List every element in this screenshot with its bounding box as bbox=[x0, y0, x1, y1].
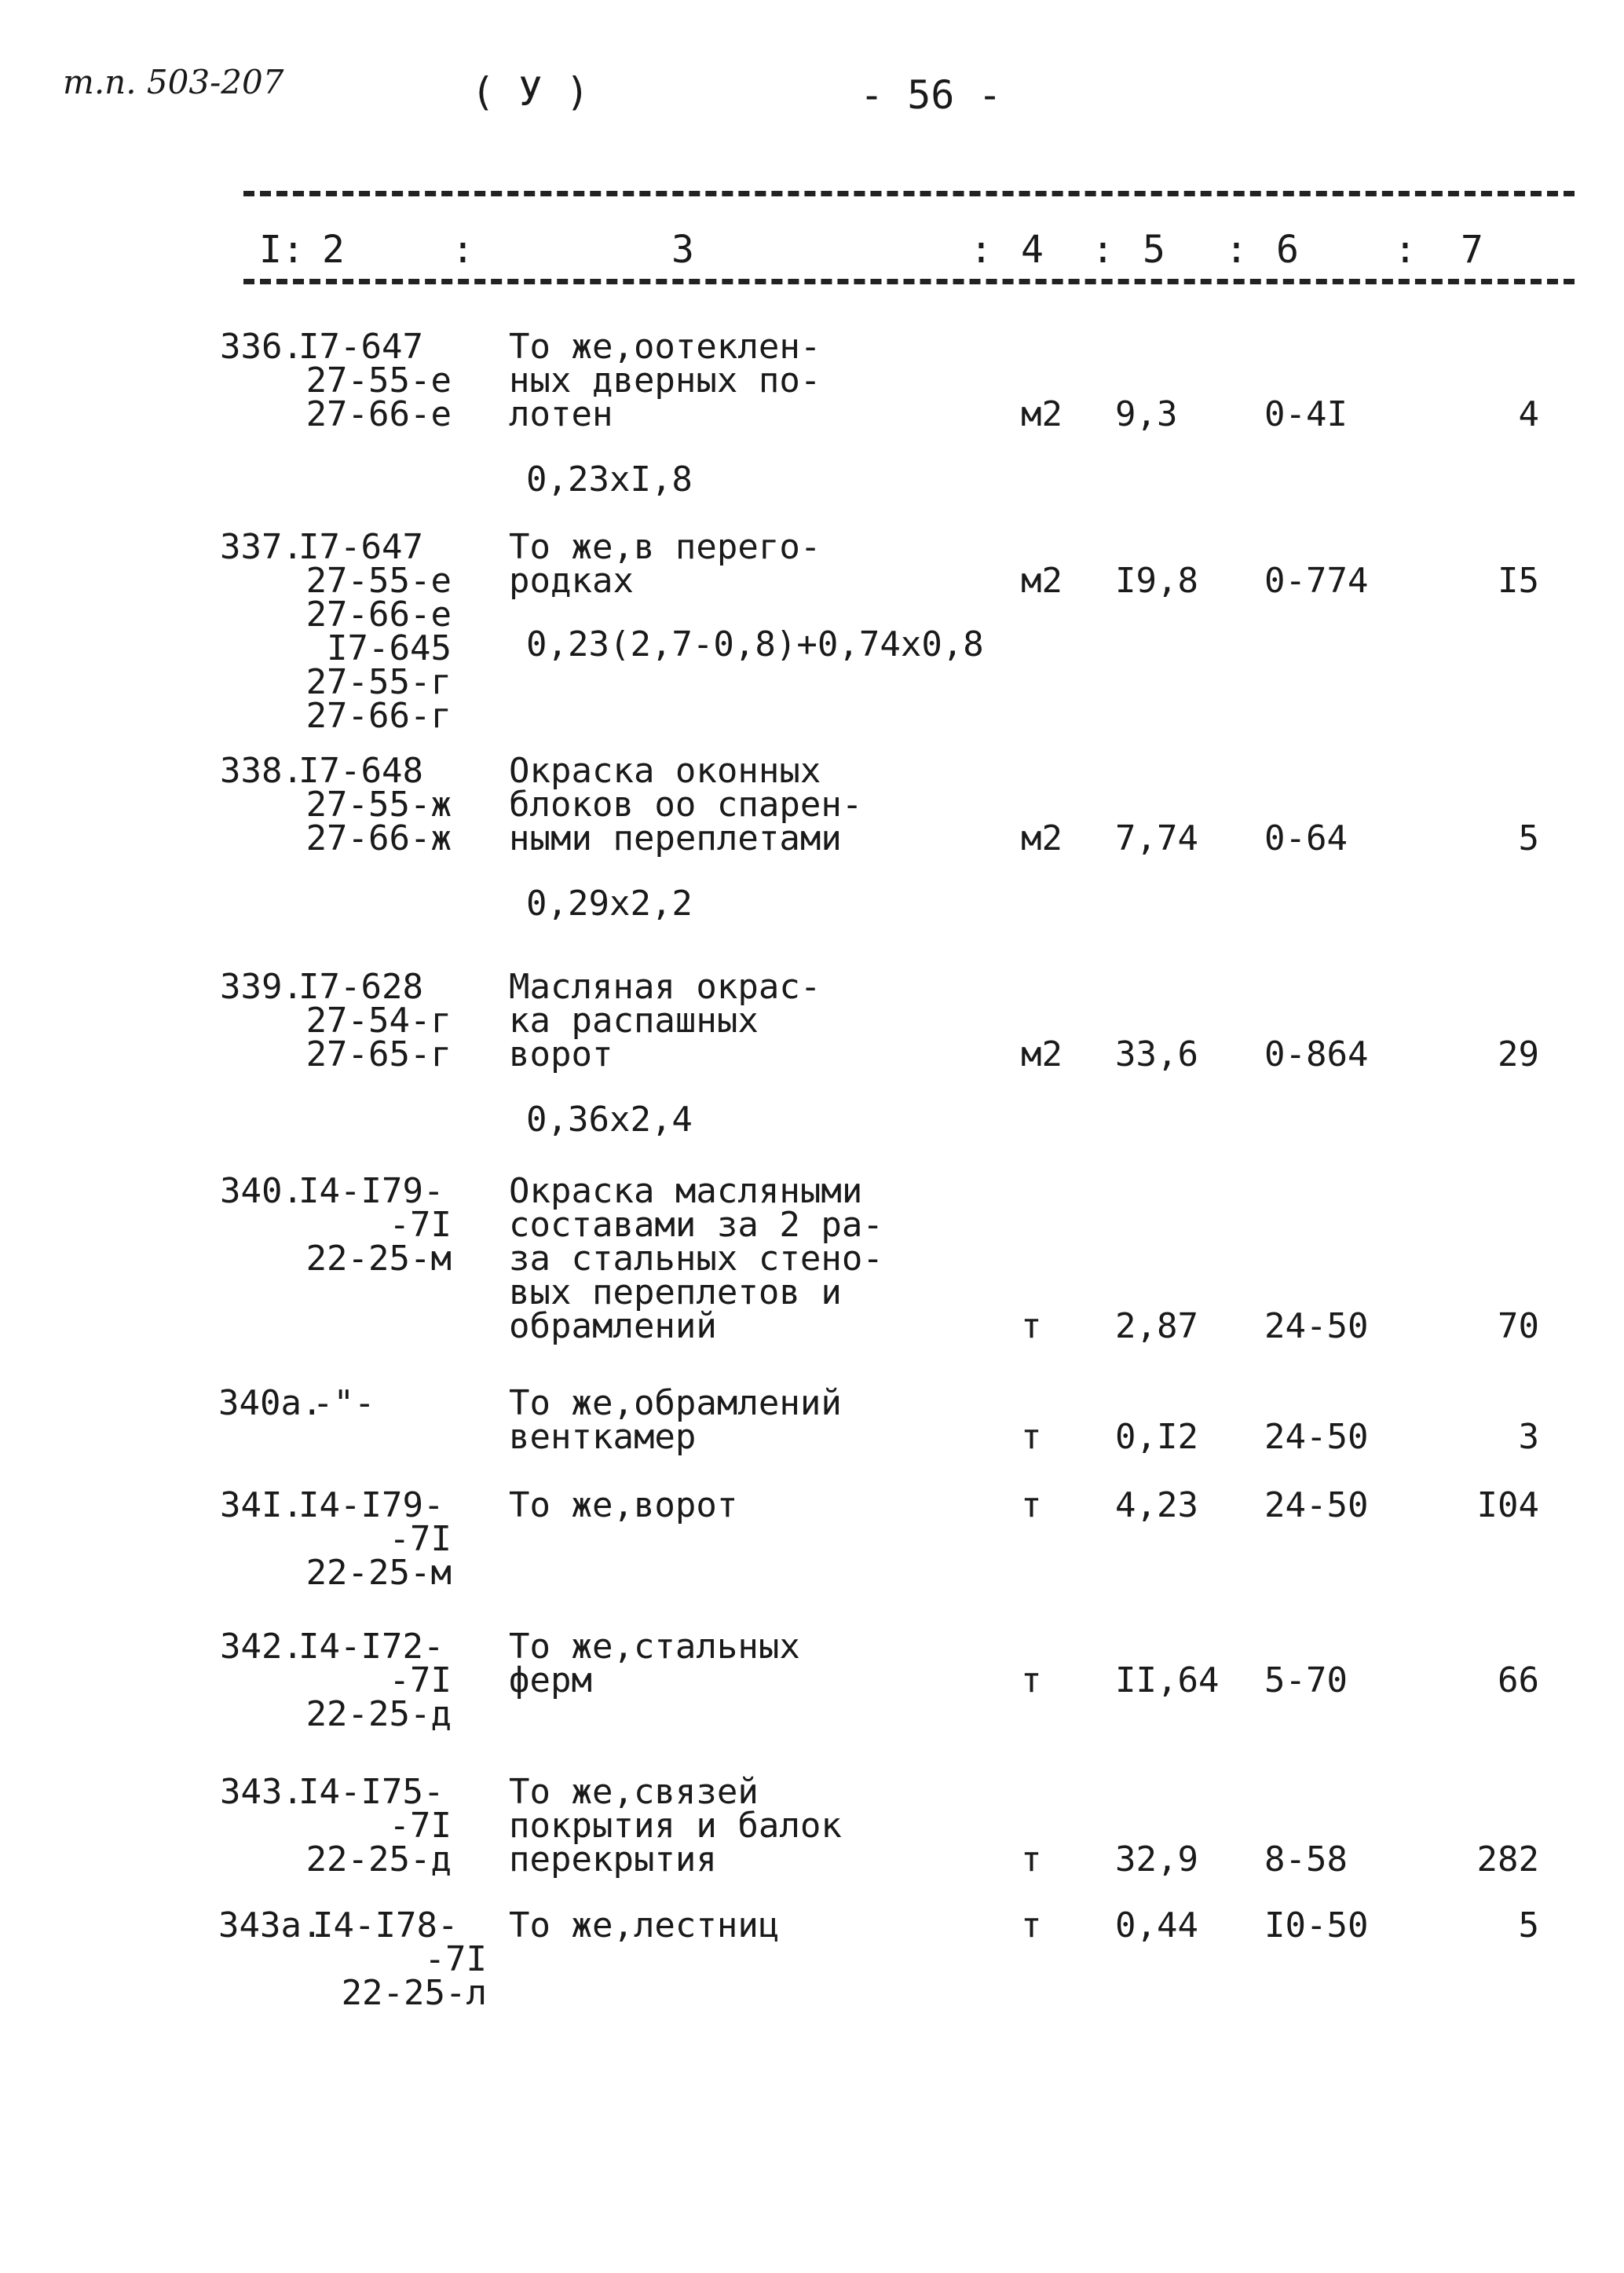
norm-code-line: 27-65-г bbox=[305, 1034, 452, 1074]
row-number: 336. bbox=[220, 327, 303, 367]
norm-code-line: -7I bbox=[389, 1519, 452, 1559]
work-description-line: венткамер bbox=[509, 1417, 697, 1457]
unit: м2 bbox=[1021, 818, 1063, 858]
row-number: 343а. bbox=[218, 1905, 323, 1945]
work-description bbox=[509, 1383, 842, 1457]
total-cost: I04 bbox=[1476, 1485, 1539, 1525]
work-description-line: ворот bbox=[509, 1034, 613, 1074]
total-cost: 4 bbox=[1518, 394, 1539, 434]
column-header-cell: 3 bbox=[671, 228, 694, 272]
quantity-calculation: 0,36х2,4 bbox=[526, 1100, 693, 1140]
norm-code-line: I4-I72- bbox=[298, 1627, 444, 1667]
norm-code-line: 27-66-г bbox=[305, 696, 452, 736]
work-description bbox=[509, 1772, 842, 1880]
unit-price: 0-774 bbox=[1264, 561, 1369, 601]
total-cost: 282 bbox=[1476, 1839, 1539, 1880]
norm-code-line: 27-55-е bbox=[305, 361, 452, 401]
total-cost: 5 bbox=[1518, 1905, 1539, 1945]
norm-code-line: I7-647 bbox=[298, 327, 423, 367]
quantity-calculation: 0,23хI,8 bbox=[526, 459, 693, 500]
row-number: 340а. bbox=[218, 1383, 323, 1423]
work-description-line: родках bbox=[509, 561, 634, 601]
work-description-line: ка распашных bbox=[509, 1001, 759, 1041]
column-header-cell: I: bbox=[259, 228, 305, 272]
norm-code-line: 27-55-ж bbox=[305, 785, 452, 825]
total-cost: I5 bbox=[1498, 561, 1539, 601]
quantity: 32,9 bbox=[1115, 1839, 1198, 1880]
work-description bbox=[509, 1171, 883, 1346]
unit-price: 0-64 bbox=[1264, 818, 1348, 858]
norm-code-line: -7I bbox=[389, 1806, 452, 1846]
quantity-calculation: 0,29х2,2 bbox=[526, 884, 693, 924]
quantity: 0,I2 bbox=[1115, 1417, 1198, 1457]
norm-code-line: -7I bbox=[389, 1205, 452, 1245]
norm-code bbox=[259, 1383, 487, 1423]
norm-code-line: -"- bbox=[313, 1383, 375, 1423]
quantity: 2,87 bbox=[1115, 1306, 1198, 1346]
total-cost: 66 bbox=[1498, 1660, 1539, 1700]
work-description-line: То же,ворот bbox=[509, 1485, 738, 1525]
work-description-line: обрамлений bbox=[509, 1306, 717, 1346]
header-rule-top bbox=[243, 191, 1575, 196]
work-description-line: ферм bbox=[509, 1660, 592, 1700]
work-description-line: перекрытия bbox=[509, 1839, 717, 1880]
quantity: 9,3 bbox=[1115, 394, 1178, 434]
quantity: 7,74 bbox=[1115, 818, 1198, 858]
work-description bbox=[509, 1627, 800, 1700]
document-code: т.п. 503-207 bbox=[63, 63, 284, 101]
work-description-line: То же,обрамлений bbox=[509, 1383, 842, 1423]
unit-price: 24-50 bbox=[1264, 1417, 1369, 1457]
quantity: 4,23 bbox=[1115, 1485, 1198, 1525]
unit-price: 0-4I bbox=[1264, 394, 1348, 434]
work-description-line: Масляная окрас- bbox=[509, 967, 821, 1007]
row-number: 340. bbox=[220, 1171, 303, 1211]
unit: т bbox=[1021, 1660, 1042, 1700]
row-number: 34I. bbox=[220, 1485, 303, 1525]
unit: т bbox=[1021, 1905, 1042, 1945]
column-header-cell: 7 bbox=[1461, 228, 1483, 272]
total-cost: 70 bbox=[1498, 1306, 1539, 1346]
work-description-line: ными переплетами bbox=[509, 818, 842, 858]
row-number: 339. bbox=[220, 967, 303, 1007]
work-description-line: блоков оо спарен- bbox=[509, 785, 863, 825]
norm-code-line: I7-628 bbox=[298, 967, 423, 1007]
quantity-calculation: 0,23(2,7-0,8)+0,74х0,8 bbox=[526, 624, 984, 664]
total-cost: 3 bbox=[1518, 1417, 1539, 1457]
norm-code-line: I4-I78- bbox=[313, 1905, 459, 1945]
unit-price: 8-58 bbox=[1264, 1839, 1348, 1880]
work-description-line: То же,стальных bbox=[509, 1627, 800, 1667]
page-number: - 56 - bbox=[860, 72, 1002, 118]
row-number: 343. bbox=[220, 1772, 303, 1812]
work-description-line: Окраска оконных bbox=[509, 751, 821, 791]
norm-code-line: 27-66-ж bbox=[305, 818, 452, 858]
unit-price: 24-50 bbox=[1264, 1306, 1369, 1346]
unit-price: 5-70 bbox=[1264, 1660, 1348, 1700]
unit-price: I0-50 bbox=[1264, 1905, 1369, 1945]
work-description-line: То же,в перего- bbox=[509, 527, 821, 567]
header-rule-bottom bbox=[243, 279, 1575, 284]
work-description-line: составами за 2 ра- bbox=[509, 1205, 883, 1245]
norm-code-line: 27-55-е bbox=[305, 561, 452, 601]
work-description-line: ных дверных по- bbox=[509, 361, 821, 401]
work-description-line: вых переплетов и bbox=[509, 1272, 842, 1312]
unit: т bbox=[1021, 1306, 1042, 1346]
norm-code-line: 22-25-д bbox=[305, 1694, 452, 1734]
norm-code-line: I7-645 bbox=[327, 628, 452, 668]
work-description-line: То же,лестниц bbox=[509, 1905, 780, 1945]
column-header-cell: : bbox=[1394, 228, 1417, 272]
column-header-cell: : bbox=[1225, 228, 1248, 272]
row-number: 338. bbox=[220, 751, 303, 791]
work-description-line: То же,оотеклен- bbox=[509, 327, 821, 367]
total-cost: 29 bbox=[1498, 1034, 1539, 1074]
column-header-cell: : bbox=[1092, 228, 1114, 272]
norm-code-line: I4-I79- bbox=[298, 1485, 444, 1525]
work-description-line: То же,связей bbox=[509, 1772, 759, 1812]
column-header-cell: : bbox=[970, 228, 993, 272]
unit: т bbox=[1021, 1417, 1042, 1457]
work-description bbox=[509, 527, 821, 601]
work-description bbox=[509, 327, 821, 434]
work-description-line: за стальных стено- bbox=[509, 1239, 883, 1279]
norm-code-line: I7-648 bbox=[298, 751, 423, 791]
work-description bbox=[509, 967, 821, 1074]
norm-code-line: 27-55-г bbox=[305, 662, 452, 702]
norm-code-line: 27-66-е bbox=[305, 394, 452, 434]
column-header-cell: 5 bbox=[1143, 228, 1165, 272]
norm-code-line: -7I bbox=[389, 1660, 452, 1700]
quantity: 0,44 bbox=[1115, 1905, 1198, 1945]
work-description bbox=[509, 1905, 780, 1945]
unit-price: 24-50 bbox=[1264, 1485, 1369, 1525]
unit: т bbox=[1021, 1485, 1042, 1525]
norm-code-line: I4-I75- bbox=[298, 1772, 444, 1812]
norm-code-line: 27-54-г bbox=[305, 1001, 452, 1041]
column-header-cell: : bbox=[452, 228, 474, 272]
quantity: I9,8 bbox=[1115, 561, 1198, 601]
total-cost: 5 bbox=[1518, 818, 1539, 858]
unit: м2 bbox=[1021, 1034, 1063, 1074]
work-description bbox=[509, 751, 863, 858]
norm-code bbox=[259, 1905, 487, 2013]
work-description-line: Окраска масляными bbox=[509, 1171, 863, 1211]
norm-code-line: I7-647 bbox=[298, 527, 423, 567]
row-number: 337. bbox=[220, 527, 303, 567]
unit: м2 bbox=[1021, 394, 1063, 434]
norm-code-line: 22-25-л bbox=[341, 1973, 487, 2013]
work-description-line: покрытия и балок bbox=[509, 1806, 842, 1846]
column-header-cell: 2 bbox=[322, 228, 345, 272]
quantity: II,64 bbox=[1115, 1660, 1220, 1700]
norm-code-line: 27-66-е bbox=[305, 595, 452, 635]
norm-code-line: 22-25-м bbox=[305, 1239, 452, 1279]
norm-code-line: -7I bbox=[424, 1939, 487, 1979]
norm-code-line: 22-25-д bbox=[305, 1839, 452, 1880]
norm-code-line: 22-25-м bbox=[305, 1553, 452, 1593]
norm-code-line: I4-I79- bbox=[298, 1171, 444, 1211]
row-number: 342. bbox=[220, 1627, 303, 1667]
column-header-cell: 6 bbox=[1276, 228, 1299, 272]
work-description-line: лотен bbox=[509, 394, 613, 434]
section-mark: ( У ) bbox=[471, 69, 590, 115]
work-description bbox=[509, 1485, 738, 1525]
unit: м2 bbox=[1021, 561, 1063, 601]
unit: т bbox=[1021, 1839, 1042, 1880]
unit-price: 0-864 bbox=[1264, 1034, 1369, 1074]
quantity: 33,6 bbox=[1115, 1034, 1198, 1074]
column-header-cell: 4 bbox=[1021, 228, 1044, 272]
